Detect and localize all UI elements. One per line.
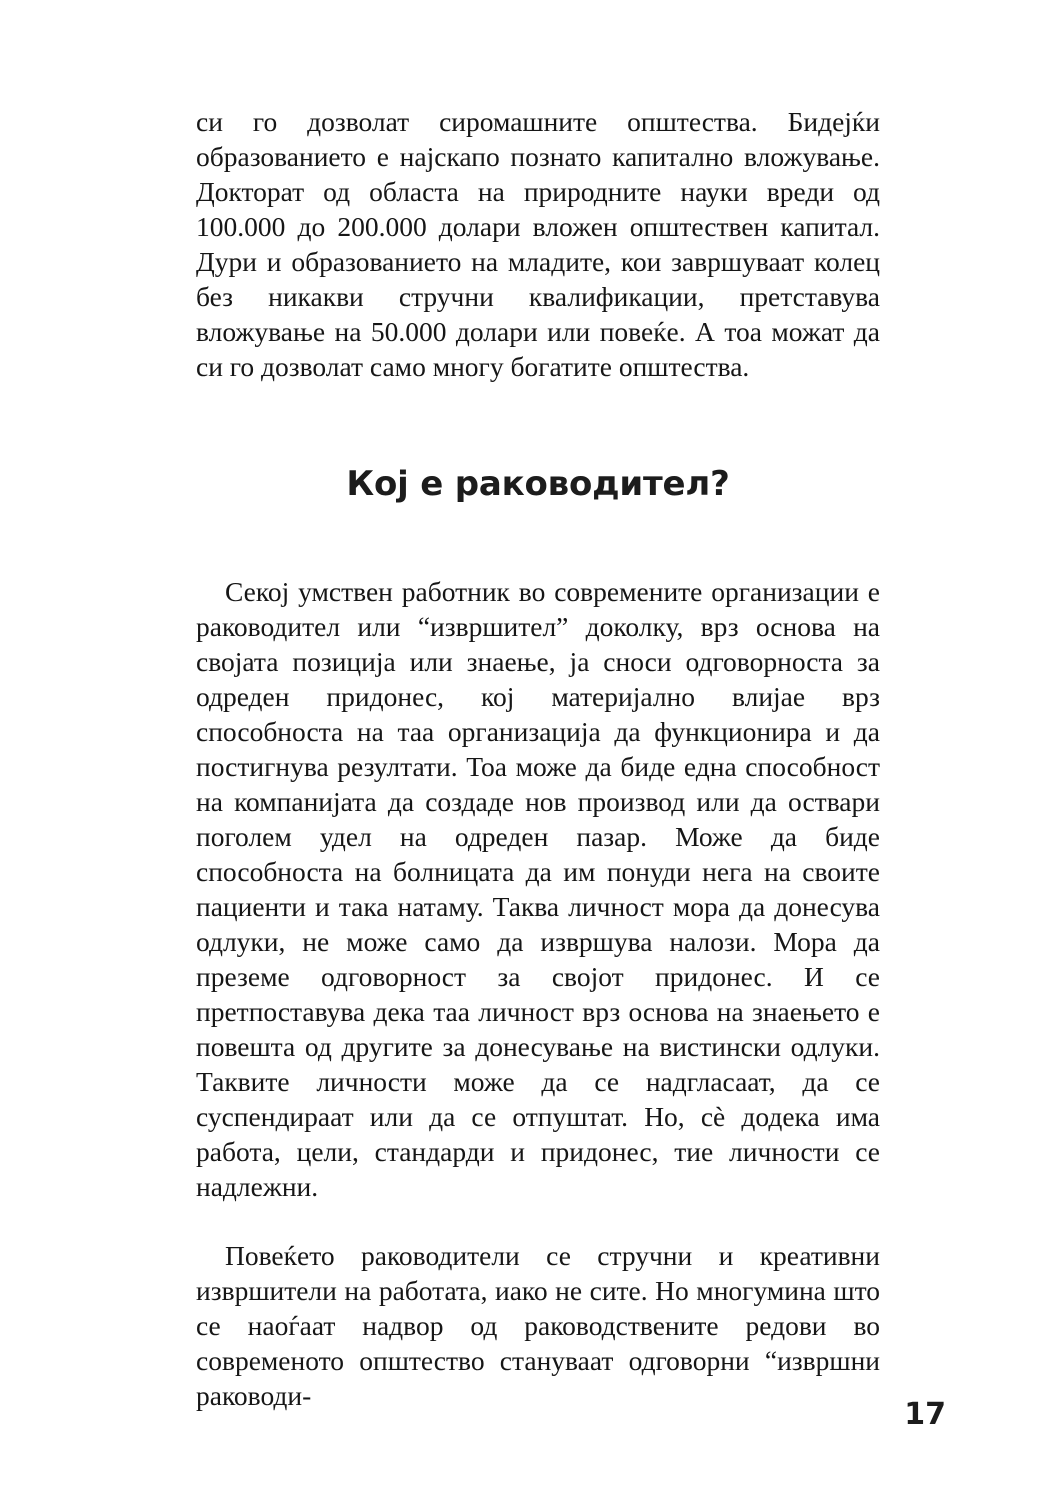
text-column <box>196 104 880 1413</box>
section-heading-block <box>196 464 880 504</box>
paragraph-three: Повеќето раководители се стручни и креативни извршители на работата, иако не сите. Но многумина што се наоѓаат надвор од раководствените редови во современото општество стануваат одговорни “извршни раководи- <box>196 1240 880 1411</box>
page-number: 17 <box>904 1397 946 1432</box>
paragraph-continued-from-previous-page: си го дозволат сиромашните општества. Бидејќи образованието е најскапо познато капитално вложување. Докторат од областа на природните науки вреди од 100.000 до 200.000 долари вложен општествен капитал. Дури и образованието на младите, кои завршуваат колец без никакви стручни квалификации, претставува вложување на 50.000 долари или повеќе. А тоа можат да си го дозволат само многу богатите општества. <box>196 106 880 382</box>
paragraph-two: Секој умствен работник во современите организации е раководител или “извршител” доколку, врз основа на својата позиција или знаење, ја сноси одговорноста за одреден придонес, кој материјално влијае врз способноста на таа организација да функционира и да постигнува резултати. Тоа може да биде една способност на компанијата да создаде нов производ или да оствари поголем удел на одреден пазар. Може да биде способноста на болницата да им понуди нега на своите пациенти и така натаму. Таква личност мора да донесува одлуки, не може само да извршува налози. Мора да преземе одговорност за својот придонес. И се претпоставува дека таа личност врз основа на знаењето е повешта од другите за донесување на вистински одлуки. Таквите личности може да се надгласаат, да се суспендираат или да се отпуштат. Но, сѐ додека има работа, цели, стандарди и придонес, тие личности се надлежни. <box>196 576 880 1202</box>
section-heading: Кој е раководител? <box>346 464 730 504</box>
